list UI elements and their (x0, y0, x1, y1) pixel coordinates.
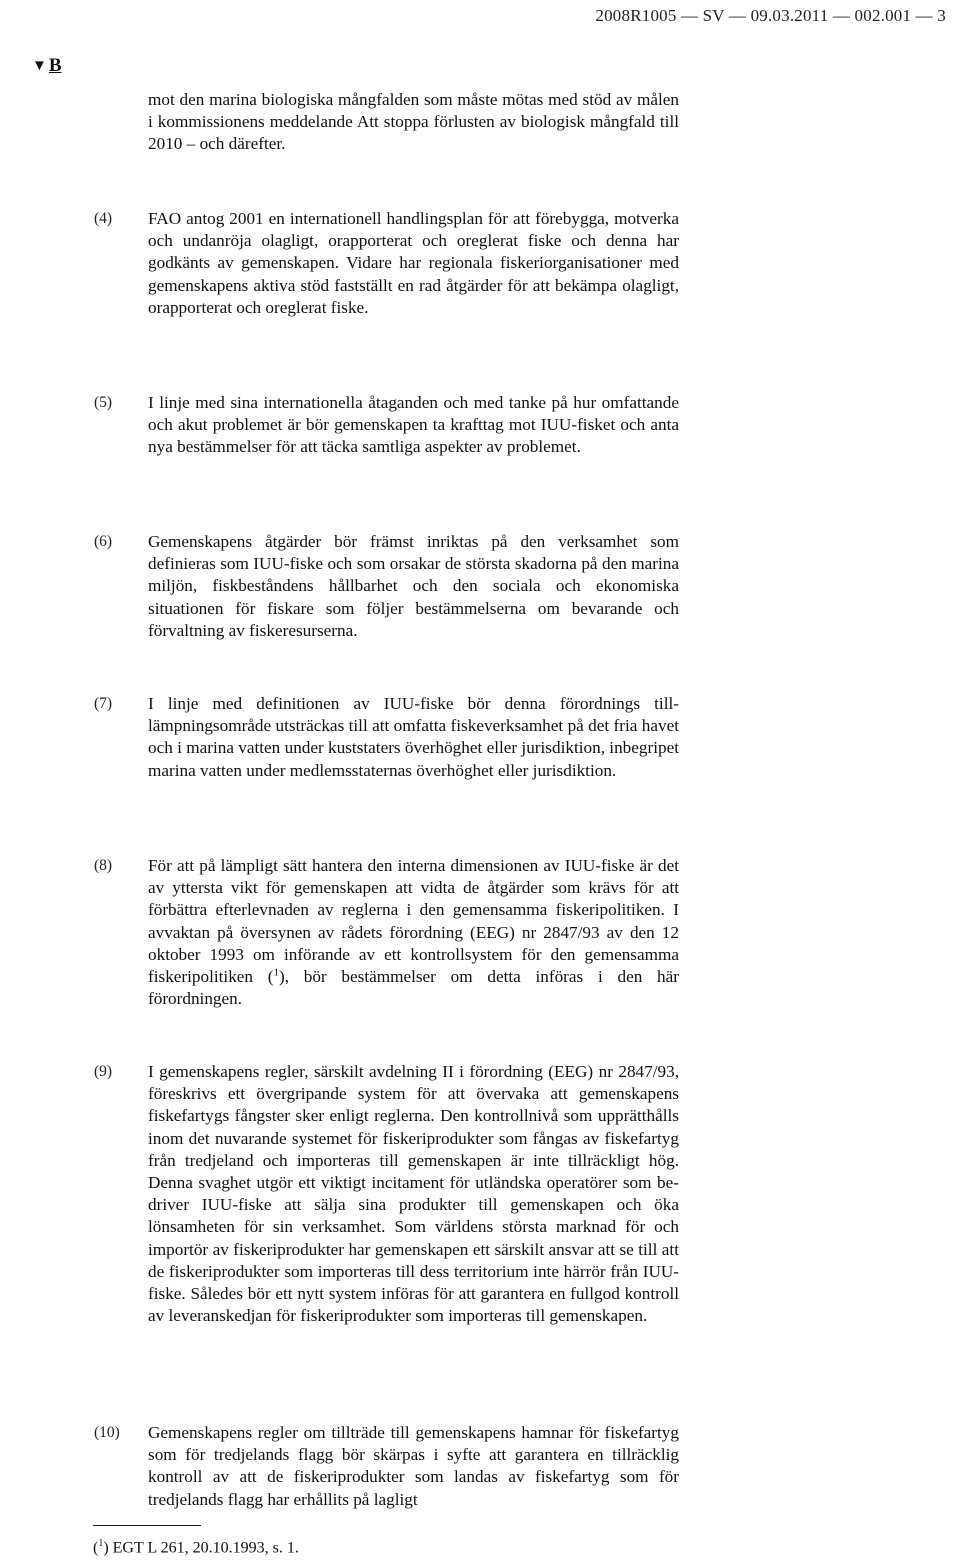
page-header: 2008R1005 — SV — 09.03.2011 — 002.001 — 3 (595, 6, 946, 25)
recital-text-4: FAO antog 2001 en internationell handlingsplan för att förebygga, motverka och undanröja olagligt, orapporterat och oreglerat fiske och denna har godkänts av gemenskapen. Vidare har regionala fiskeriorganisationer med gemenskapens aktiva stöd fastställt en rad åtgärder för att bekämpa olagligt, orapporterat och oreglerat fiske. (148, 209, 679, 317)
recital-number-6: (6) (94, 533, 113, 550)
footnote-divider (93, 1525, 201, 1526)
recital-number-9: (9) (94, 1063, 113, 1080)
recital-text-8-part-a: För att på lämpligt sätt hantera den interna dimensionen av IUU-fiske är det av yttersta vikt för gemenskapen att vidta de åtgärder som krävs för att förbättra efterlevnaden av reglerna i den gemensamma fiskeripolitiken. I avvaktan på översynen av rådets förordning (EEG) nr 2847/93 av den 12 oktober 1993 om införande av ett kontrollsystem för den gemensamma fiskeripolitiken ( (148, 856, 679, 987)
amendment-marker (32, 55, 62, 77)
recital-text-8-part-b: ), bör bestämmelser om detta införas i den här förordningen. (148, 967, 679, 1009)
recital-number-5: (5) (94, 394, 113, 411)
recital-number-4: (4) (94, 210, 113, 227)
recital-text-10: Gemenskapens regler om tillträde till gemenskapens hamnar för fiskefartyg som för tredjelands flagg bör skärpas i syfte att garantera en tillräcklig kontroll av att de fiskeriprodukter som landas av fiskefartyg som för tredjelands flagg har erhållits på lagligt (148, 1423, 679, 1509)
recital-number-7: (7) (94, 695, 113, 712)
footnote: ($^1$) EGT L 261, 20.10.1993, s. 1. (93, 1538, 299, 1557)
footnote-reference[interactable]: 1 (273, 966, 279, 979)
recital-text-8 (148, 855, 679, 1010)
recital-text-6: Gemenskapens åtgärder bör främst inriktas på den verksamhet som definieras som IUU-fiske och som orsakar de största skadorna på den marina miljön, fiskbeståndens hållbarhet och den sociala och ekonomiska situationen för fiskare som följer bestämmelserna om bevarande och förvaltning av fiskeresurserna. (148, 532, 679, 640)
intro-paragraph: mot den marina biologiska mångfalden som måste mötas med stöd av målen i kommissionens meddelande Att stoppa förlusten av biologisk mångfald till 2010 – och därefter. (148, 90, 679, 154)
recital-number-8: (8) (94, 857, 113, 874)
recital-text-5: I linje med sina internationella åtaganden och med tanke på hur omfattande och akut problemet är bör gemenskapen ta krafttag mot IUU-fisket och anta nya bestämmelser för att täcka samtliga aspekter av problemet. (148, 393, 679, 457)
recital-number-10: (10) (94, 1424, 120, 1441)
footnote-marker: 1 (98, 1538, 104, 1549)
triangle-down-icon: ▼ (32, 57, 47, 74)
recital-text-9: I gemenskapens regler, särskilt avdelning II i förordning (EEG) nr 2847/93, föreskrivs ett övergripande system för att övervaka att gemenskapens fiskefartygs fångster sker enligt reglerna. Den kontrollnivå som upprätthålls inom det nuvarande systemet för fiskeriprodukter som fångas av fiskefartyg från tredjeland och importeras till gemenskapen är inte tillräckligt hög. Denna svaghet utgör ett viktigt incitament för utländska operatörer som bedriver IUU-fiske att sälja sina produkter till gemenskapen och öka lönsamheten för sin verksamhet. Som världens största marknad för och importör av fiskeriprodukter har gemenskapen ett särskilt ansvar att se till att de fiskeriprodukter som importeras till dess territorium inte härrör från IUU-fiske. Således bör ett nytt system införas för att garantera en fullgod kontroll av leveranskedjan för fiskeriprodukter som importeras till gemenskapen. (148, 1062, 679, 1326)
recital-text-7: I linje med definitionen av IUU-fiske bör denna förordnings tilllämpningsområde utsträckas till att omfatta fiskeverksamhet på det fria havet och i marina vatten under kuststaters överhöghet eller jurisdiktion, inbegripet marina vatten under medlemsstaternas överhöghet eller jurisdiktion. (148, 694, 679, 780)
marker-letter: B (48, 55, 62, 76)
footnote-text: EGT L 261, 20.10.1993, s. 1. (112, 1539, 299, 1557)
